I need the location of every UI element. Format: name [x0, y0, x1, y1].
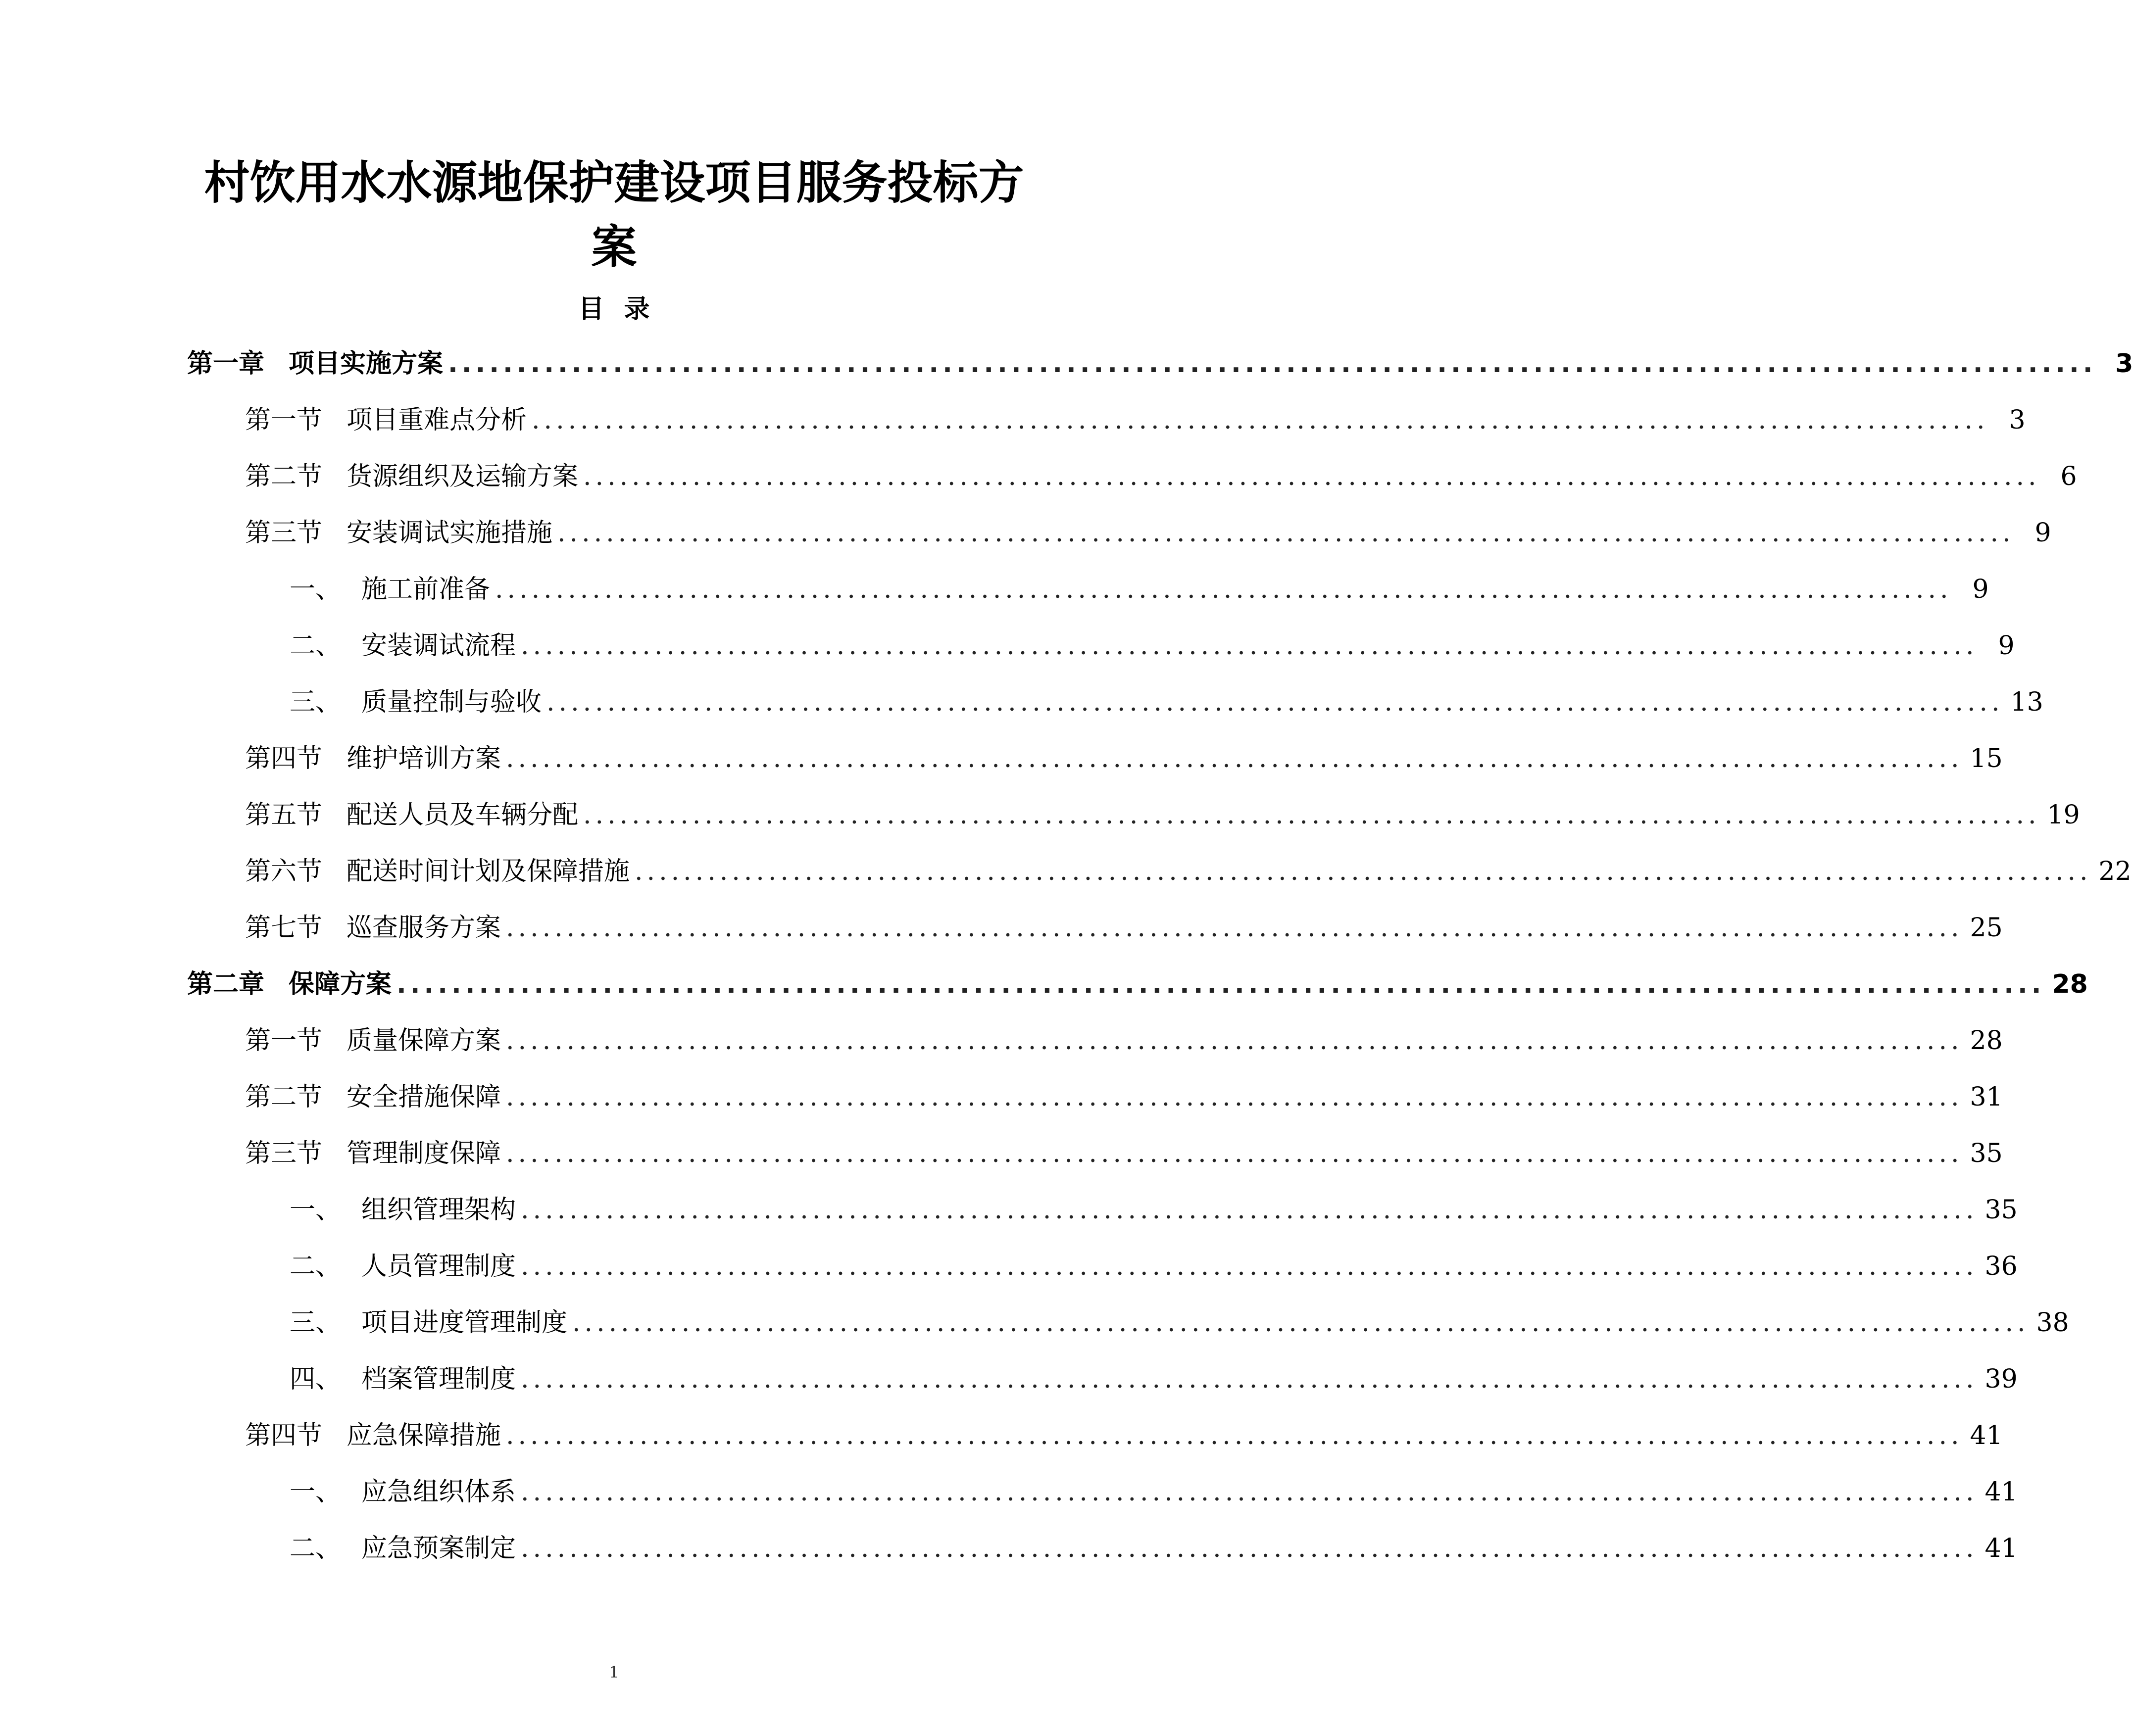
toc-entry-number: 二、 — [290, 631, 342, 661]
toc-dot-leader: ........................................................................................................................ — [521, 1477, 1978, 1507]
toc-entry-page: 35 — [1984, 1195, 2018, 1225]
toc-entry-title: 档案管理制度 — [361, 1364, 516, 1394]
toc-entry[interactable] — [290, 1244, 2018, 1289]
toc-dot-leader: ........................................................................................................................ — [506, 1026, 1963, 1056]
toc-entry-page: 3 — [2115, 349, 2133, 379]
toc-entry[interactable] — [245, 454, 2077, 499]
toc-entry-number: 第二节 — [245, 462, 323, 491]
toc-entry[interactable] — [245, 398, 2026, 442]
toc-entry-page: 31 — [1970, 1082, 2003, 1112]
toc-entry-page: 9 — [1972, 575, 1989, 604]
toc-entry-page: 41 — [1970, 1421, 2003, 1450]
toc-entry-page: 19 — [2047, 800, 2080, 830]
toc-entry-number: 第五节 — [245, 800, 323, 830]
toc-dot-leader: ........................................................................................................................ — [521, 1534, 1978, 1563]
toc-entry-title: 配送人员及车辆分配 — [347, 800, 579, 830]
toc-entry-number: 第二章 — [187, 969, 265, 999]
toc-entry-title: 质量保障方案 — [347, 1026, 501, 1056]
toc-entry-title: 组织管理架构 — [361, 1195, 516, 1225]
toc-entry[interactable] — [290, 624, 2015, 668]
toc-entry-number: 第六节 — [245, 857, 323, 886]
toc-entry-title: 项目重难点分析 — [347, 405, 527, 435]
toc-entry-title: 维护培训方案 — [347, 744, 501, 773]
toc-entry[interactable] — [245, 849, 2132, 894]
toc-entry[interactable] — [245, 1075, 2003, 1119]
toc-dot-leader: ........................................................................................................................ — [557, 518, 2015, 548]
toc-entry-title: 安装调试实施措施 — [347, 518, 553, 548]
toc-dot-leader: ........................................................................................................................ — [448, 349, 2097, 379]
toc-entry-number: 二、 — [290, 1252, 342, 1281]
page-number: 1 — [609, 1663, 619, 1682]
toc-entry-page: 3 — [2009, 405, 2026, 435]
toc-entry-title: 项目实施方案 — [289, 349, 444, 379]
toc-entry-number: 第四节 — [245, 1421, 323, 1450]
toc-entry-page: 13 — [2010, 687, 2043, 717]
toc-entry-title: 应急保障措施 — [347, 1421, 501, 1450]
toc-entry-page: 39 — [1984, 1364, 2018, 1394]
toc-heading: 目录 — [578, 294, 670, 324]
toc-entry-title: 安全措施保障 — [347, 1082, 501, 1112]
toc-entry-number: 第三节 — [245, 518, 323, 548]
toc-entry-title: 配送时间计划及保障措施 — [347, 857, 630, 886]
toc-entry-number: 第三节 — [245, 1139, 323, 1168]
toc-entry-number: 三、 — [290, 687, 342, 717]
toc-entry[interactable] — [187, 962, 2088, 1007]
toc-entry-page: 36 — [1984, 1252, 2018, 1281]
toc-entry-page: 9 — [2034, 518, 2051, 548]
toc-entry-number: 第七节 — [245, 913, 323, 943]
toc-entry-page: 41 — [1984, 1534, 2018, 1563]
toc-entry-title: 应急预案制定 — [361, 1534, 516, 1563]
toc-entry-title: 人员管理制度 — [361, 1252, 516, 1281]
toc-dot-leader: ........................................................................................................................ — [495, 575, 1952, 604]
toc-dot-leader: ........................................................................................................................ — [506, 913, 1963, 943]
toc-entry-page: 41 — [1984, 1477, 2018, 1507]
toc-entry-title: 货源组织及运输方案 — [347, 462, 579, 491]
toc-dot-leader: ........................................................................................................................ — [506, 1082, 1963, 1112]
toc-entry[interactable] — [290, 1357, 2018, 1401]
toc-entry[interactable] — [290, 567, 1989, 612]
toc-dot-leader: ........................................................................................................................ — [583, 800, 2040, 830]
toc-dot-leader: ........................................................................................................................ — [397, 969, 2045, 999]
toc-entry-number: 第二节 — [245, 1082, 323, 1112]
toc-dot-leader: ........................................................................................................................ — [521, 1252, 1978, 1281]
toc-entry-title: 安装调试流程 — [361, 631, 516, 661]
toc-entry[interactable] — [290, 1301, 2069, 1345]
toc-entry-number: 第一节 — [245, 1026, 323, 1056]
toc-entry-number: 一、 — [290, 1195, 342, 1225]
toc-entry[interactable] — [245, 1018, 2003, 1063]
document-title-line-2: 案 — [591, 221, 637, 274]
toc-dot-leader: ........................................................................................................................ — [572, 1308, 2030, 1338]
toc-entry-number: 三、 — [290, 1308, 342, 1338]
toc-entry[interactable] — [290, 1526, 2018, 1571]
toc-entry-page: 28 — [2052, 969, 2088, 999]
toc-dot-leader: ........................................................................................................................ — [521, 1364, 1978, 1394]
toc-entry-title: 质量控制与验收 — [361, 687, 542, 717]
toc-entry-page: 15 — [1970, 744, 2003, 773]
toc-entry-number: 四、 — [290, 1364, 342, 1394]
toc-entry[interactable] — [290, 1470, 2018, 1514]
toc-entry-page: 35 — [1970, 1139, 2003, 1168]
toc-entry-title: 应急组织体系 — [361, 1477, 516, 1507]
toc-dot-leader: ........................................................................................................................ — [506, 744, 1963, 773]
toc-entry[interactable] — [245, 736, 2003, 781]
toc-dot-leader: ........................................................................................................................ — [635, 857, 2092, 886]
toc-entry[interactable] — [245, 511, 2051, 555]
toc-entry-number: 第一章 — [187, 349, 265, 379]
toc-entry[interactable] — [245, 793, 2080, 837]
toc-dot-leader: ........................................................................................................................ — [532, 405, 1989, 435]
toc-entry[interactable] — [245, 906, 2003, 950]
toc-dot-leader: ........................................................................................................................ — [506, 1421, 1963, 1450]
toc-entry-number: 二、 — [290, 1534, 342, 1563]
toc-entry-number: 第四节 — [245, 744, 323, 773]
toc-entry-number: 一、 — [290, 1477, 342, 1507]
toc-entry-page: 25 — [1970, 913, 2003, 943]
toc-dot-leader: ........................................................................................................................ — [546, 687, 2004, 717]
toc-dot-leader: ........................................................................................................................ — [521, 631, 1978, 661]
toc-dot-leader: ........................................................................................................................ — [583, 462, 2040, 491]
toc-entry-title: 巡查服务方案 — [347, 913, 501, 943]
toc-entry-page: 38 — [2036, 1308, 2069, 1338]
toc-entry[interactable] — [187, 341, 2133, 386]
toc-entry-page: 9 — [1998, 631, 2015, 661]
toc-entry-page: 6 — [2060, 462, 2077, 491]
document-title-line-1: 村饮用水水源地保护建设项目服务投标方 — [204, 156, 1024, 209]
toc-entry-number: 一、 — [290, 575, 342, 604]
toc-entry-title: 管理制度保障 — [347, 1139, 501, 1168]
toc-entry[interactable] — [245, 1413, 2003, 1458]
toc-entry-page: 28 — [1970, 1026, 2003, 1056]
toc-entry-title: 项目进度管理制度 — [361, 1308, 568, 1338]
toc-entry[interactable] — [290, 680, 2043, 724]
toc-entry[interactable] — [290, 1188, 2018, 1232]
toc-entry-page: 22 — [2098, 857, 2132, 886]
toc-entry[interactable] — [245, 1131, 2003, 1176]
toc-dot-leader: ........................................................................................................................ — [521, 1195, 1978, 1225]
toc-entry-title: 保障方案 — [289, 969, 392, 999]
toc-dot-leader: ........................................................................................................................ — [506, 1139, 1963, 1168]
toc-entry-number: 第一节 — [245, 405, 323, 435]
toc-entry-title: 施工前准备 — [361, 575, 491, 604]
